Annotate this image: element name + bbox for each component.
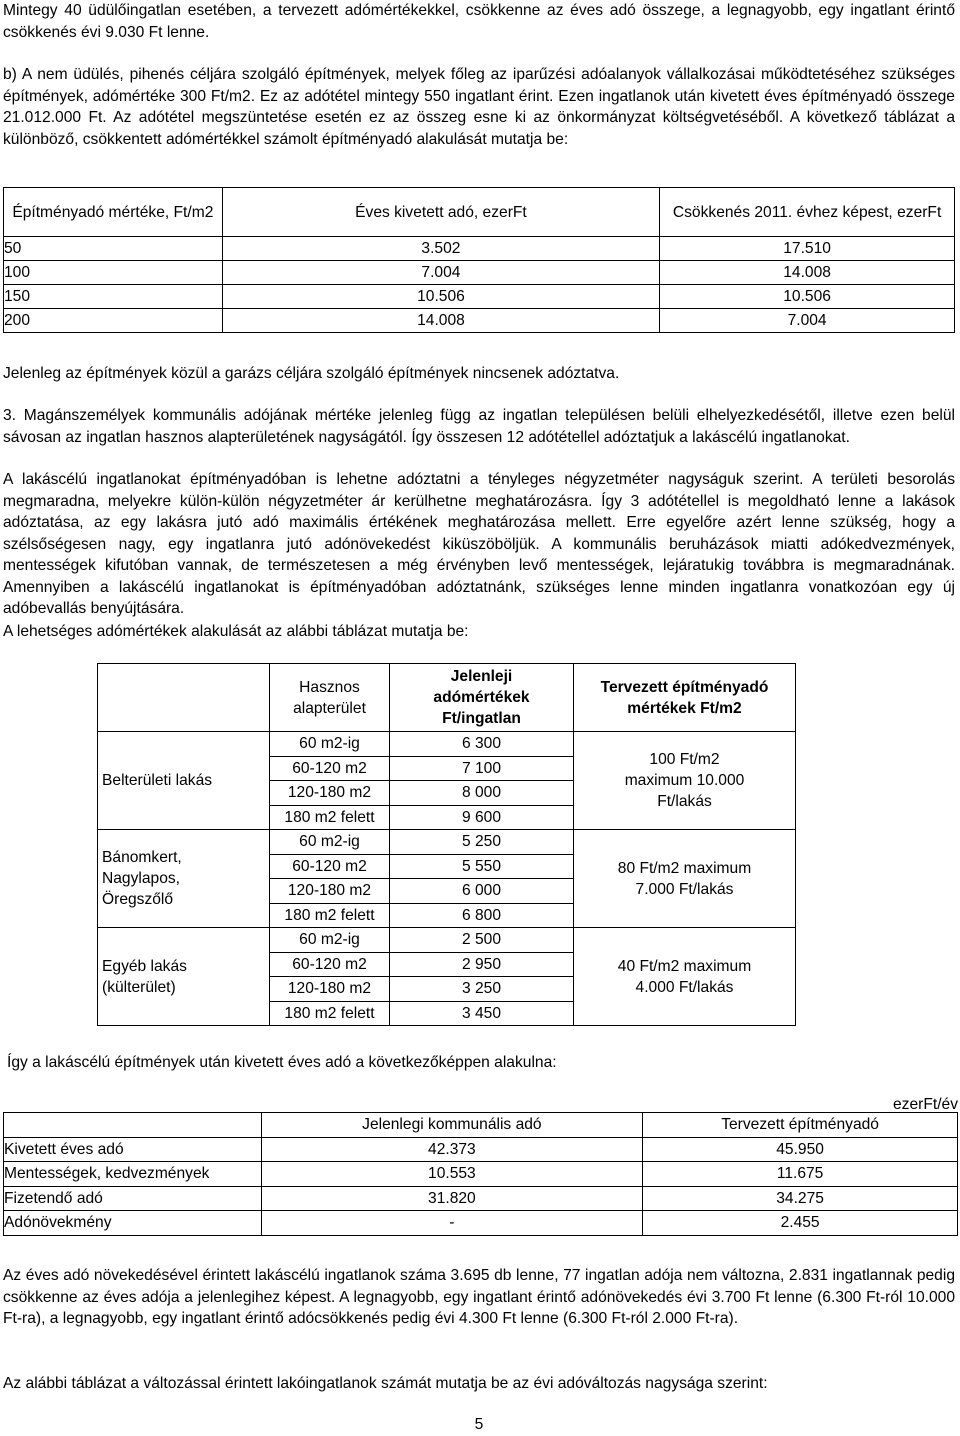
- t2-cell: 5 250: [390, 830, 574, 855]
- t3-cell: 10.553: [261, 1162, 643, 1187]
- t1-cell: 200: [4, 309, 223, 333]
- t1-cell: 100: [4, 261, 223, 285]
- t1-cell: 3.502: [222, 237, 659, 261]
- table-row: [4, 309, 955, 333]
- paragraph-residential: A lakáscélú ingatlanokat építményadóban is lehetne adóztatni a tényleges négyzetméter nagyságuk szerint. A területi besorolás megmaradna, melyekre külön-külön négyzetméter ár kerülhetne meghatározásra. Így 3 adótétellel is megoldható lenne a lakások adóztatása, az egy lakásra jutó adó maximális értékének meghatározása mellett. Erre egyelőre azért lenne szükség, hogy a szélsőségesen nagy, egy ingatlanra jutó adónövekedést kiküszöböljük. A kommunális beruházások miatti adókedvezmények, mentességek kifutóban vannak, de természetesen a még érvényben levő mentességek, lejáratukig továbbra is megmaradnának. Amennyiben a lakáscélú ingatlanokat is építményadóban adóztatnánk, szükséges lenne minden ingatlanra vonatkozóan egy új adóbevallás benyújtására.: [3, 471, 955, 617]
- t2-planned: 80 Ft/m2 maximum 7.000 Ft/lakás: [574, 830, 796, 928]
- t2-cell: 8 000: [390, 781, 574, 806]
- t2-group-name: Belterületi lakás: [98, 732, 270, 830]
- table-row: [98, 928, 796, 953]
- t3-cell: 11.675: [643, 1162, 958, 1187]
- t2-cell: 180 m2 felett: [270, 1001, 390, 1026]
- t1-cell: 14.008: [660, 261, 955, 285]
- t2-header-area: Hasznos alapterület: [270, 664, 390, 732]
- t2-group-name: Egyéb lakás (külterület): [98, 928, 270, 1026]
- paragraph-table4-intro: Az alábbi táblázat a változással érintett lakóingatlanok számát mutatja be az évi adóváltozás nagysága szerint:: [3, 1375, 768, 1392]
- residential-rates-table: [97, 663, 796, 1026]
- t3-cell: 34.275: [643, 1186, 958, 1211]
- building-tax-table: [3, 187, 955, 333]
- t3-header-planned: Tervezett építményadó: [643, 1113, 958, 1138]
- t2-header-empty: [98, 664, 270, 732]
- paragraph-effects: Az éves adó növekedésével érintett lakáscélú ingatlanok száma 3.695 db lenne, 77 ingatlan adója nem változna, 2.831 ingatlannak pedig csökkenne az éves adója a jelenlegihez képest. A legnagyobb, egy ingatlant érintő adónövekedés évi 3.700 Ft lenne (6.300 Ft-ról 10.000 Ft-ra), a legnagyobb, egy ingatlant érintő adócsökkenés pedig évi 4.300 Ft lenne (6.300 Ft-ról 2.000 Ft-ra).: [3, 1267, 955, 1327]
- t1-header-decrease: Csökkenés 2011. évhez képest, ezerFt: [660, 188, 955, 237]
- t2-cell: 180 m2 felett: [270, 903, 390, 928]
- paragraph-3: 3. Magánszemélyek kommunális adójának mértéke jelenleg függ az ingatlan településen belüli elhelyezkedésétől, illetve ezen belül sávosan az ingatlan hasznos alapterületének nagyságától. Így összesen 12 adótétellel adóztatjuk a lakáscélú ingatlanokat.: [3, 407, 955, 446]
- t3-cell: Mentességek, kedvezmények: [4, 1162, 262, 1187]
- t1-cell: 10.506: [222, 285, 659, 309]
- table-row: [4, 261, 955, 285]
- t2-cell: 6 000: [390, 879, 574, 904]
- table-row: [4, 1162, 958, 1187]
- t3-cell: -: [261, 1211, 643, 1236]
- t2-cell: 60 m2-ig: [270, 928, 390, 953]
- table-row: [4, 285, 955, 309]
- table-row: [4, 237, 955, 261]
- t2-cell: 3 450: [390, 1001, 574, 1026]
- t1-cell: 17.510: [660, 237, 955, 261]
- t3-cell: Fizetendő adó: [4, 1186, 262, 1211]
- t3-header-empty: [4, 1113, 262, 1138]
- t2-cell: 9 600: [390, 805, 574, 830]
- t1-header-rate: Építményadó mértéke, Ft/m2: [4, 188, 223, 237]
- t1-cell: 50: [4, 237, 223, 261]
- t3-cell: Adónövekmény: [4, 1211, 262, 1236]
- t2-cell: 120-180 m2: [270, 781, 390, 806]
- t2-cell: 6 800: [390, 903, 574, 928]
- table-row: [98, 830, 796, 855]
- t2-cell: 60-120 m2: [270, 756, 390, 781]
- t1-cell: 14.008: [222, 309, 659, 333]
- t1-header-annual: Éves kivetett adó, ezerFt: [222, 188, 659, 237]
- t2-cell: 120-180 m2: [270, 977, 390, 1002]
- t1-cell: 10.506: [660, 285, 955, 309]
- t2-cell: 7 100: [390, 756, 574, 781]
- table-row: [4, 1186, 958, 1211]
- t2-planned: 100 Ft/m2 maximum 10.000 Ft/lakás: [574, 732, 796, 830]
- annual-tax-table: [3, 1112, 958, 1236]
- t2-header-current: Jelenleji adómértékek Ft/ingatlan: [390, 664, 574, 732]
- paragraph-b: b) A nem üdülés, pihenés céljára szolgáló építmények, melyek főleg az iparűzési adóalanyok vállalkozásai működtetéséhez szükséges építmények, adómértéke 300 Ft/m2. Ez az adótétel mintegy 550 ingatlant érint. Ezen ingatlanok után kivetett éves építményadó összege 21.012.000 Ft. Az adótétel megszüntetése esetén ez az összeg esne ki az önkormányzat költségvetéséből. A következő táblázat a különböző, csökkentett adómértékkel számolt építményadó alakulását mutatja be:: [3, 66, 955, 148]
- t2-cell: 60-120 m2: [270, 952, 390, 977]
- t1-cell: 7.004: [222, 261, 659, 285]
- paragraph-table2-intro: A lehetséges adómértékek alakulását az alábbi táblázat mutatja be:: [3, 623, 469, 640]
- t3-cell: Kivetett éves adó: [4, 1137, 262, 1162]
- table-row: [4, 1211, 958, 1236]
- paragraph-intro: Mintegy 40 üdülőingatlan esetében, a tervezett adómértékekkel, csökkenne az éves adó összege, a legnagyobb, egy ingatlant érintő csökkenés évi 9.030 Ft lenne.: [3, 2, 955, 41]
- t2-cell: 6 300: [390, 732, 574, 757]
- t2-group-name: Bánomkert, Nagylapos, Öregszőlő: [98, 830, 270, 928]
- paragraph-table3-intro: Így a lakáscélú építmények után kivetett éves adó a következőképpen alakulna:: [7, 1054, 557, 1071]
- t1-cell: 150: [4, 285, 223, 309]
- page-number: 5: [474, 1416, 484, 1433]
- t2-planned: 40 Ft/m2 maximum 4.000 Ft/lakás: [574, 928, 796, 1026]
- table-row: [4, 1137, 958, 1162]
- table-row: [98, 732, 796, 757]
- t1-cell: 7.004: [660, 309, 955, 333]
- t3-unit: ezerFt/év: [893, 1096, 958, 1113]
- t3-cell: 45.950: [643, 1137, 958, 1162]
- t2-header-planned: Tervezett építményadó mértékek Ft/m2: [574, 664, 796, 732]
- t2-cell: 60 m2-ig: [270, 732, 390, 757]
- t3-cell: 42.373: [261, 1137, 643, 1162]
- t2-cell: 180 m2 felett: [270, 805, 390, 830]
- t2-cell: 5 550: [390, 854, 574, 879]
- paragraph-garage: Jelenleg az építmények közül a garázs céljára szolgáló építmények nincsenek adóztatva.: [3, 365, 620, 382]
- t2-cell: 2 950: [390, 952, 574, 977]
- t2-cell: 120-180 m2: [270, 879, 390, 904]
- t2-cell: 60 m2-ig: [270, 830, 390, 855]
- t3-cell: 31.820: [261, 1186, 643, 1211]
- t3-header-current: Jelenlegi kommunális adó: [261, 1113, 643, 1138]
- t2-cell: 2 500: [390, 928, 574, 953]
- t2-cell: 60-120 m2: [270, 854, 390, 879]
- t2-cell: 3 250: [390, 977, 574, 1002]
- t3-cell: 2.455: [643, 1211, 958, 1236]
